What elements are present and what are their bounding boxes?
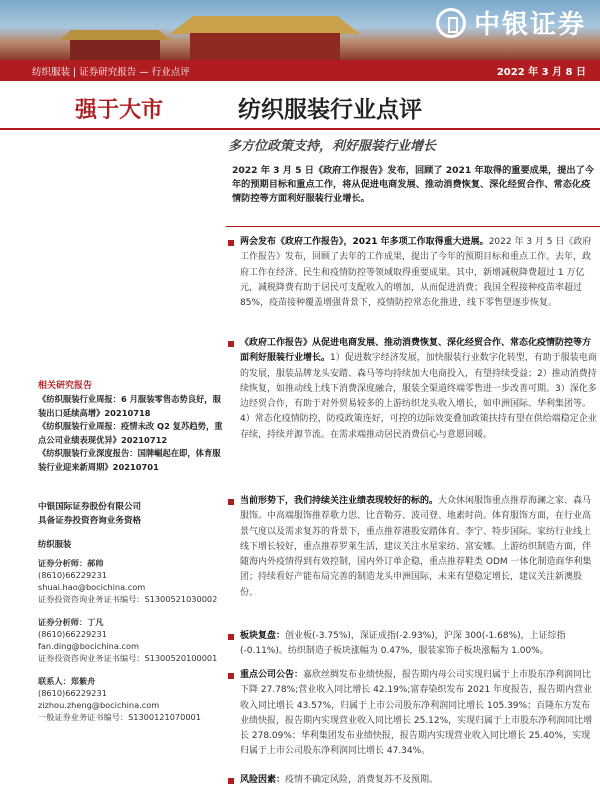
divider xyxy=(0,128,226,130)
analyst-cert: 证券投资咨询业务证书编号：S1300520100001 xyxy=(38,653,218,663)
bullet-item xyxy=(226,235,598,311)
related-report-1[interactable]: 《纺织服装行业周报：6 月服装零售态势良好，服装出口延续高增》20210718 xyxy=(38,394,221,418)
palace-wall-left xyxy=(70,40,160,60)
analyst-phone: (8610)66229231 xyxy=(38,688,107,698)
bullet-text: 创业板(-3.75%)，深证成指(-2.93%)，沪深 300(-1.68%)，上证综指(-0.11%)。纺织制造子板块涨幅为 0.47%，服装家饰子板块涨幅为 1.00%。 xyxy=(240,631,566,657)
palace-image-left xyxy=(60,30,170,40)
square-bullet-icon xyxy=(228,673,234,679)
bullet-heading: 风险因素： xyxy=(240,775,286,785)
bullet-item xyxy=(226,494,598,601)
analyst-block-1 xyxy=(38,557,226,605)
analyst-phone: (8610)66229231 xyxy=(38,570,107,580)
analyst-email[interactable]: shuai.hao@bocichina.com xyxy=(38,582,146,592)
page-subtitle: 多方位政策支持，利好服装行业增长 xyxy=(228,139,437,154)
lead-summary: 2022 年 3 月 5 日《政府工作报告》发布，回顾了 2021 年取得的重要成果，提出了今年的预期目标和重点工作，将从促进电商发展、推动消费恢复、深化经贸合作、常态化疫情防控等方面利好服装行业增长。 xyxy=(232,165,594,204)
bullet-item xyxy=(226,668,598,760)
analyst-cert: 一般证券业务证书编号：S1300121070001 xyxy=(38,712,201,722)
bullet-item xyxy=(226,629,598,660)
sector-label: 纺织服装 xyxy=(38,539,72,549)
analyst-email[interactable]: fan.ding@bocichina.com xyxy=(38,641,139,651)
analyst-role: 联系人：郑紫舟 xyxy=(38,676,96,686)
bullet-heading: 两会发布《政府工作报告》，2021 年多项工作取得重大进展。 xyxy=(240,237,489,247)
palace-image xyxy=(170,16,360,34)
company-qualification: 中银国际证券股份有限公司 具备证券投资咨询业务资格 xyxy=(38,502,142,526)
bullet-item xyxy=(226,336,598,443)
bullet-item xyxy=(226,773,598,788)
breadcrumb: 纺织服装 | 证券研究报告 — 行业点评 xyxy=(32,66,190,78)
related-report-2[interactable]: 《纺织服装行业周报：疫情未改 Q2 复苏趋势，重点公司业绩表现优异》20210712 xyxy=(38,421,223,445)
analyst-block-3 xyxy=(38,675,226,723)
square-bullet-icon xyxy=(228,634,234,640)
main-content xyxy=(226,81,600,800)
page-title: 纺织服装行业点评 xyxy=(238,97,422,123)
related-report-3[interactable]: 《纺织服装行业深度报告：国牌崛起在即，体育服装行业迎来新周期》20210701 xyxy=(38,448,221,472)
bullet-heading: 板块复盘： xyxy=(240,631,286,641)
analyst-block-2 xyxy=(38,616,226,664)
rating-label: 强于大市 xyxy=(75,98,164,123)
sidebar xyxy=(0,81,226,800)
logo-text: 中银证券 xyxy=(473,10,586,40)
divider xyxy=(226,226,600,227)
palace-wall xyxy=(190,33,340,60)
bullet-heading: 当前形势下，我们持续关注业绩表现较好的标的。 xyxy=(240,496,439,506)
bullet-text: 大众休闲服饰重点推荐海澜之家、森马服饰。中高端服饰推荐歌力思、比音勒芬、波司登、地素时尚。体育服饰方面，在行业高景气度以及需求复苏的背景下，重点推荐港股安踏体育、李宁、特步国际。家纺行业线上线下增长较好，重点推荐罗莱生活，建议关注水星家纺、富安娜。上游纺织制造方面，伴随海内外疫情得到有效控制，国内外订单企稳，重点推荐鞋类 ODM 一体化制造商华利集团；持续看好产能布局完善的制造龙头申洲国际，未来有望稳定增长，建议关注新澳股份。 xyxy=(240,496,592,598)
square-bullet-icon xyxy=(228,240,234,246)
bullet-text: 嘉欣丝绸发布业绩快报，报告期内母公司实现归属于上市股东净利润同比下降 27.78%;营业收入同比增长 42.19%;富春染织发布 2021 年度报告，报告期内营业收入同比增长 43.57%，归属于上市公司股东净利润同比增长 105.39%；百隆东方发布业绩快报，报告期内实现营业收入同比增长 25.12%，实现归属于上市股东净利润同比增长 278.09%；华利集团发布业绩快报，报告期内实现营业收入同比增长 25.40%，实现归属于上市公司股东净利润同比增长 47.34%。 xyxy=(240,670,593,757)
square-bullet-icon xyxy=(228,499,234,505)
analyst-role: 证券分析师：丁凡 xyxy=(38,617,104,627)
bullet-text: 1）促进数字经济发展，加快服装行业数字化转型，有助于服装电商的发展，服装品牌龙头安踏、森马等均持续加大电商投入，有望持续受益；2）推动消费持续恢复，如推动线上线下消费深度融合，服装全渠道终端零售进一步改善可期。3）深化多边经贸合作，有助于对外贸易较多的上游纺织龙头收入增长，如申洲国际、华利集团等。4）常态化疫情防控，防疫政策连好，可控的边际效变叠加政策扶持有望在供给端稳定企业存续，持续并源节流。在需求端推动居民消费信心与意愿回暖。 xyxy=(240,353,597,440)
bullet-heading: 重点公司公告： xyxy=(240,670,304,680)
company-logo xyxy=(436,4,586,41)
divider xyxy=(226,128,600,130)
analyst-role: 证券分析师：郝帅 xyxy=(38,558,104,568)
analyst-email[interactable]: zizhou.zheng@bocichina.com xyxy=(38,700,160,710)
header-bar xyxy=(0,60,600,81)
boc-logo-icon xyxy=(436,8,466,38)
header-banner-image xyxy=(0,0,600,60)
report-date: 2022 年 3 月 8 日 xyxy=(496,67,586,78)
related-reports-title: 相关研究报告 xyxy=(38,381,93,391)
square-bullet-icon xyxy=(228,341,234,347)
analyst-phone: (8610)66229231 xyxy=(38,629,107,639)
square-bullet-icon xyxy=(228,778,234,784)
bullet-text: 疫情不确定风险，消费复苏不及预期。 xyxy=(285,775,439,785)
bullet-text: 2022 年 3 月 5 日《政府工作报告》发布，回顾了去年的工作成果，提出了今年的预期目标和重点工作。去年，政府工作在经济、民生和疫情防控等领域取得重要成果。其中，新增减税降费超过 1 万亿元，减税降费有助于居民可支配收入的增加，从而促进消费；我国全程接种疫苗率超过 85%，疫苗接种覆盖增强背景下，疫情防控常态化推进，线下零售望逐步恢复。 xyxy=(240,237,592,309)
analyst-cert: 证券投资咨询业务证书编号：S1300521030002 xyxy=(38,594,218,604)
bullet-heading: 《政府工作报告》从促进电商发展、推动消费恢复、深化经贸合作、常态化疫情防控等方面利好服装行业增长。 xyxy=(240,338,592,364)
